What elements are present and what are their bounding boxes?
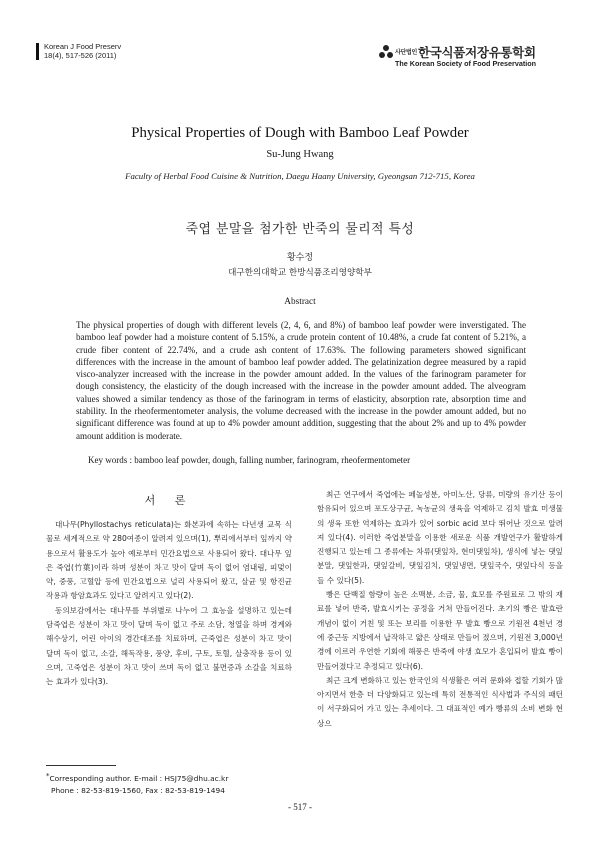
corresponding-text: Corresponding author. E-mail : HSJ75@dhu.ac.kr bbox=[49, 774, 229, 783]
intro-paragraph: 빵은 단백질 함량이 높은 소맥분, 소금, 물, 효모를 주원료로 그 밖의 재료를 넣어 반죽, 발효시키는 공정을 거쳐 만들어진다. 초기의 빵은 발효란 개념이 없이 거친 및 또는 보리를 이용한 무 발효 빵으로 기원전 4천년 경에 중근동 지방에서 납작하고 얇은 상태로 만들어 졌으며, 기원전 3,000년경에 이르러 우연한 기회에 해풍은 반죽에 야생 효모가 혼입되어 발효 빵이 만들어졌다고 추정되고 있다(6). bbox=[317, 590, 563, 671]
page-number: - 517 - bbox=[288, 802, 312, 812]
intro-paragraph: 대나무(Phyllostachys reticulata)는 화본과에 속하는 다년생 교목 식물로 세계적으로 약 280여종이 알려져 있으며(1), 뿌리에서부터 잎까지 약용으로서 활용도가 높아 예로부터 민간요법으로 사용되어 왔다. 대나무 잎은 죽엽(竹葉)이라 하며 성분이 차고 맛이 달며 독이 없어 염내림, 피멎이약, 중풍, 고혈압 등에 민간요법으로 널리 사용되어 왔고, 살균 및 항진균 작용과 항암효과도 있다고 알려지고 있다(2). bbox=[46, 520, 292, 601]
korean-author: 황수정 bbox=[286, 253, 314, 263]
korean-title: 죽엽 분말을 첨가한 반죽의 물리적 특성 bbox=[185, 222, 415, 237]
footnote-divider bbox=[46, 765, 116, 766]
abstract-heading: Abstract bbox=[284, 297, 316, 307]
society-english-name: The Korean Society of Food Preservation bbox=[395, 59, 536, 68]
footnote bbox=[46, 770, 296, 797]
asterisk-icon: * bbox=[46, 772, 50, 780]
intro-paragraph: 동의보감에서는 대나무를 부위별로 나누어 그 효능을 설명하고 있는데 담죽엽은 성분이 차고 맛이 달며 독이 없고 주로 소담, 청열을 하며 경계와 해수상기, 어린 아이의 경간대조를 치료하며, 근죽엽은 성분이 차고 맛이 달며 독이 없고, 소갈, 해독작용, 풍양, 후비, 구토, 토혈, 살충작용 등이 있으며, 고죽엽은 성분이 차고 맛이 쓰며 독이 없고 불면증과 소갈을 치료하는 효과가 있다(3). bbox=[46, 605, 292, 687]
article-title: Physical Properties of Dough with Bamboo Leaf Powder bbox=[131, 125, 469, 141]
intro-paragraph: 최근 연구에서 죽엽에는 페놀성분, 아미노산, 당류, 미량의 유기산 등이 함유되어 있으며 포도상구균, 녹농균의 생육을 억제하고 김치 발효 미생물의 생육 또한 억제하는 효과가 있어 sorbic acid 보다 뛰어난 것으로 알려져 있다(4). 이러한 죽엽분말을 이용한 새로운 식품 개발연구가 활발하게 진행되고 있는데 그 종류에는 차류(댓잎차, 현미댓잎차), 생식에 넣는 댓잎분말, 댓잎한과, 댓잎갈비, 댓잎김치, 댓잎냉면, 댓잎국수, 댓잎다식 등을 들 수 있다(5). bbox=[317, 490, 563, 585]
society-prefix: 사단법인 bbox=[395, 49, 417, 56]
society-logo-icon bbox=[378, 44, 394, 60]
author-affiliation: Faculty of Herbal Food Cuisine & Nutrition, Daegu Haany University, Gyeongsan 712-715, Korea bbox=[125, 171, 475, 181]
corresponding-author bbox=[46, 770, 296, 785]
journal-volume: 18(4), 517-526 (2011) bbox=[44, 51, 117, 60]
contact-info: Phone : 82-53-819-1560, Fax : 82-53-819-1494 bbox=[51, 786, 225, 795]
abstract-body: The physical properties of dough with different levels (2, 4, 6, and 8%) of bamboo leaf powder were inverstigated. The bamboo leaf powder had a moisture content of 5.15%, a crude protein content of 10.48%, a crude fat content of 5.21%, a crude fiber content of 22.74%, and a crude ash content of 17.63%. The following parameters showed significant differences with the increase in the amount of bamboo leaf powder added. The gelatinization degree measured by a rapid visco-analyzer increased with the increase in the powder amount added. In the values of the farinogram parameter for dough consistency, the elasticity of the dough increased with the increase in the powder amount added. The alveogram values showed a similar tendency as those of the farinogram in terms of elasticity, absorption rate, absorption time and stability. In the rheofermentometer analysis, the volume decreased with the increase in the powder amount added, but no significant difference was found at up to 4% powder amount addition, suggesting that the about 2% and up to 4% powder amount addition is moderate. bbox=[76, 320, 526, 441]
journal-citation bbox=[44, 42, 121, 60]
keywords: Key words : bamboo leaf powder, dough, falling number, farinogram, rheofermentometer bbox=[88, 455, 411, 465]
left-column bbox=[46, 518, 292, 690]
section-heading-introduction: 서 론 bbox=[144, 494, 194, 507]
journal-name: Korean J Food Preserv bbox=[44, 42, 122, 51]
author-name: Su-Jung Hwang bbox=[266, 149, 334, 160]
citation-bar bbox=[36, 43, 39, 60]
korean-affiliation: 대구한의대학교 한방식품조리영양학부 bbox=[228, 268, 372, 278]
intro-paragraph: 최근 크게 변화하고 있는 한국인의 식생활은 여러 문화와 접할 기회가 많아지면서 한층 더 다양화되고 있는데 특히 전통적인 식사법과 주식의 패턴이 서구화되어 가고 있는 추세이다. 그 대표적인 예가 빵류의 소비 변화 현상으 bbox=[317, 675, 563, 728]
society-korean-label: 한국식품저장유통학회 bbox=[417, 45, 536, 60]
right-column bbox=[317, 488, 563, 731]
